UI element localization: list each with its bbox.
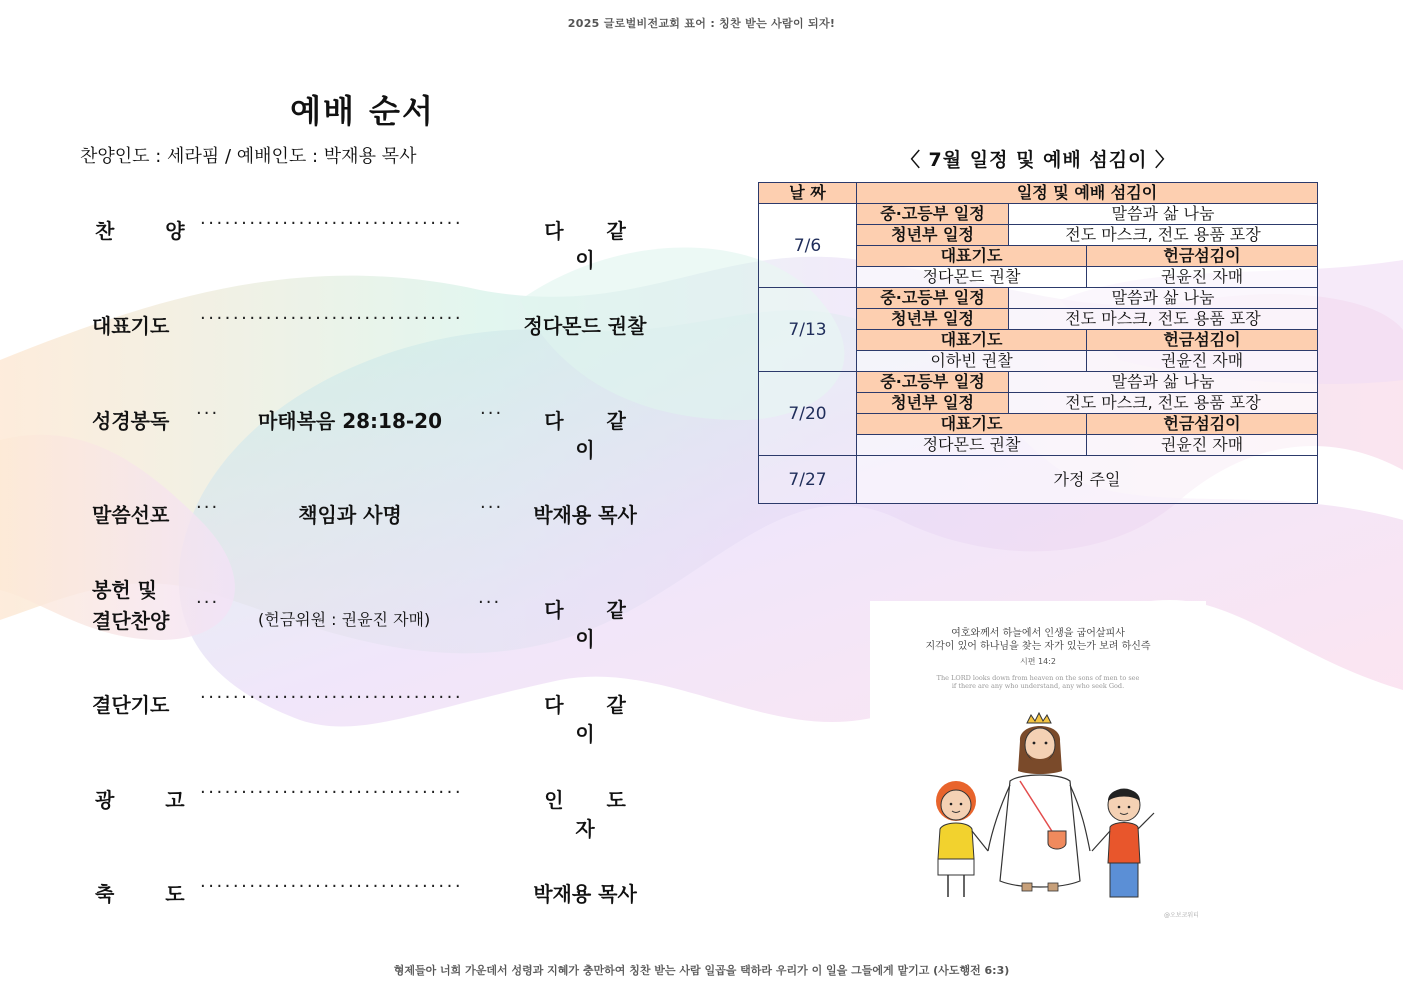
church-motto: 2025 글로벌비전교회 표어 : 칭찬 받는 사람이 되자! [567, 17, 836, 30]
prayer-label: 대표기도 [857, 330, 1087, 351]
table-header-row [759, 183, 1318, 204]
table-row [759, 204, 1318, 225]
order-person: 다 같 이 [544, 693, 644, 746]
young-adult-schedule: 전도 마스크, 전도 용품 포장 [1009, 225, 1318, 246]
order-person: 다 같 이 [544, 409, 644, 462]
young-adult-schedule-label: 청년부 일정 [857, 393, 1009, 414]
order-label: 성경봉독 [92, 409, 170, 433]
header-content: 일정 및 예배 섬김이 [857, 183, 1318, 204]
dot-leader: ··· [196, 403, 220, 424]
order-label: 결단기도 [92, 693, 170, 717]
order-row-praise [80, 205, 670, 272]
dot-leader: ··· [196, 592, 220, 613]
dot-leader: ··· [480, 497, 504, 518]
verse-illustration [870, 601, 1206, 923]
family-sunday-note: 가정 주일 [857, 456, 1318, 504]
table-row [759, 372, 1318, 393]
order-person: 박재용 목사 [533, 882, 637, 906]
offering-label: 헌금섬김이 [1087, 246, 1318, 267]
dot-leader: ································ [200, 213, 464, 234]
order-detail: 마태복음 28:18-20 [257, 409, 443, 433]
order-row-sermon [80, 489, 670, 539]
jesus-with-children-illustration [870, 701, 1206, 911]
worship-leaders: 찬양인도 : 세라핌 / 예배인도 : 박재용 목사 [80, 146, 417, 167]
dot-leader: ································ [200, 687, 464, 708]
artist-credit: @오보코워티 [1164, 912, 1199, 919]
footer-verse: 형제들아 너희 가운데서 성령과 지혜가 충만하여 칭찬 받는 사람 일곱을 택하라 우리가 이 일을 그들에게 맡기고 (사도행전 6:3) [393, 964, 1010, 977]
youth-schedule-label: 중·고등부 일정 [857, 204, 1009, 225]
date-cell: 7/6 [759, 204, 857, 288]
order-label-line1: 봉헌 및 [92, 578, 157, 602]
young-adult-schedule: 전도 마스크, 전도 용품 포장 [1009, 393, 1318, 414]
prayer-person: 이하빈 권찰 [857, 351, 1087, 372]
prayer-person: 정다몬드 권찰 [857, 435, 1087, 456]
order-label: 말씀선포 [92, 503, 170, 527]
dot-leader: ································ [200, 308, 464, 329]
sermon-title: 책임과 사명 [298, 503, 402, 527]
order-person: 다 같 이 [544, 219, 644, 272]
youth-schedule: 말씀과 삶 나눔 [1009, 288, 1318, 309]
young-adult-schedule: 전도 마스크, 전도 용품 포장 [1009, 309, 1318, 330]
order-row-decision-prayer [80, 679, 670, 746]
girl-figure [936, 781, 988, 897]
dot-leader: ··· [196, 497, 220, 518]
date-cell: 7/20 [759, 372, 857, 456]
order-person: 다 같 이 [544, 598, 644, 651]
offering-person: 권윤진 자매 [1087, 267, 1318, 288]
date-cell: 7/13 [759, 288, 857, 372]
prayer-label: 대표기도 [857, 414, 1087, 435]
order-row-prayer [80, 300, 670, 350]
offering-label: 헌금섬김이 [1087, 414, 1318, 435]
youth-schedule-label: 중·고등부 일정 [857, 372, 1009, 393]
order-label: 축 도 [95, 882, 207, 906]
dot-leader: ··· [478, 592, 502, 613]
table-row [759, 288, 1318, 309]
order-label-line2: 결단찬양 [92, 609, 170, 633]
young-adult-schedule-label: 청년부 일정 [857, 309, 1009, 330]
order-row-offering [80, 574, 670, 651]
order-label: 찬 양 [95, 219, 207, 243]
table-row [759, 456, 1318, 504]
date-cell: 7/27 [759, 456, 857, 504]
dot-leader: ··· [480, 403, 504, 424]
prayer-label: 대표기도 [857, 246, 1087, 267]
boy-figure [1092, 789, 1154, 897]
order-person: 박재용 목사 [533, 503, 637, 527]
schedule-title: 〈 7월 일정 및 예배 섬김이 〉 [900, 149, 1176, 171]
dot-leader: ································ [200, 876, 464, 897]
verse-english: The LORD looks down from heaven on the sons of men to see if there are any who understand, any who seek God. [936, 674, 1140, 690]
offering-person: 권윤진 자매 [1087, 351, 1318, 372]
order-label: 광 고 [95, 788, 207, 812]
order-row-benediction [80, 868, 670, 918]
prayer-person: 정다몬드 권찰 [857, 267, 1087, 288]
order-row-scripture [80, 395, 670, 462]
page-title: 예배 순서 [290, 92, 435, 130]
offering-committee: (헌금위원 : 권윤진 자매) [258, 610, 431, 629]
order-person: 인 도 자 [544, 788, 644, 841]
youth-schedule-label: 중·고등부 일정 [857, 288, 1009, 309]
header-date: 날 짜 [759, 183, 857, 204]
verse-reference: 시편 14:2 [1020, 657, 1056, 666]
verse-korean: 여호와께서 하늘에서 인생을 굽어살피사 지각이 있어 하나님을 찾는 자가 있는가 보려 하신즉 [925, 628, 1151, 652]
young-adult-schedule-label: 청년부 일정 [857, 225, 1009, 246]
order-label: 대표기도 [92, 314, 170, 338]
youth-schedule: 말씀과 삶 나눔 [1009, 204, 1318, 225]
dot-leader: ································ [200, 782, 464, 803]
offering-label: 헌금섬김이 [1087, 330, 1318, 351]
order-person: 정다몬드 권찰 [523, 314, 647, 338]
jesus-figure [988, 713, 1090, 891]
offering-person: 권윤진 자매 [1087, 435, 1318, 456]
youth-schedule: 말씀과 삶 나눔 [1009, 372, 1318, 393]
schedule-table [758, 182, 1318, 504]
order-row-announcements [80, 774, 670, 841]
